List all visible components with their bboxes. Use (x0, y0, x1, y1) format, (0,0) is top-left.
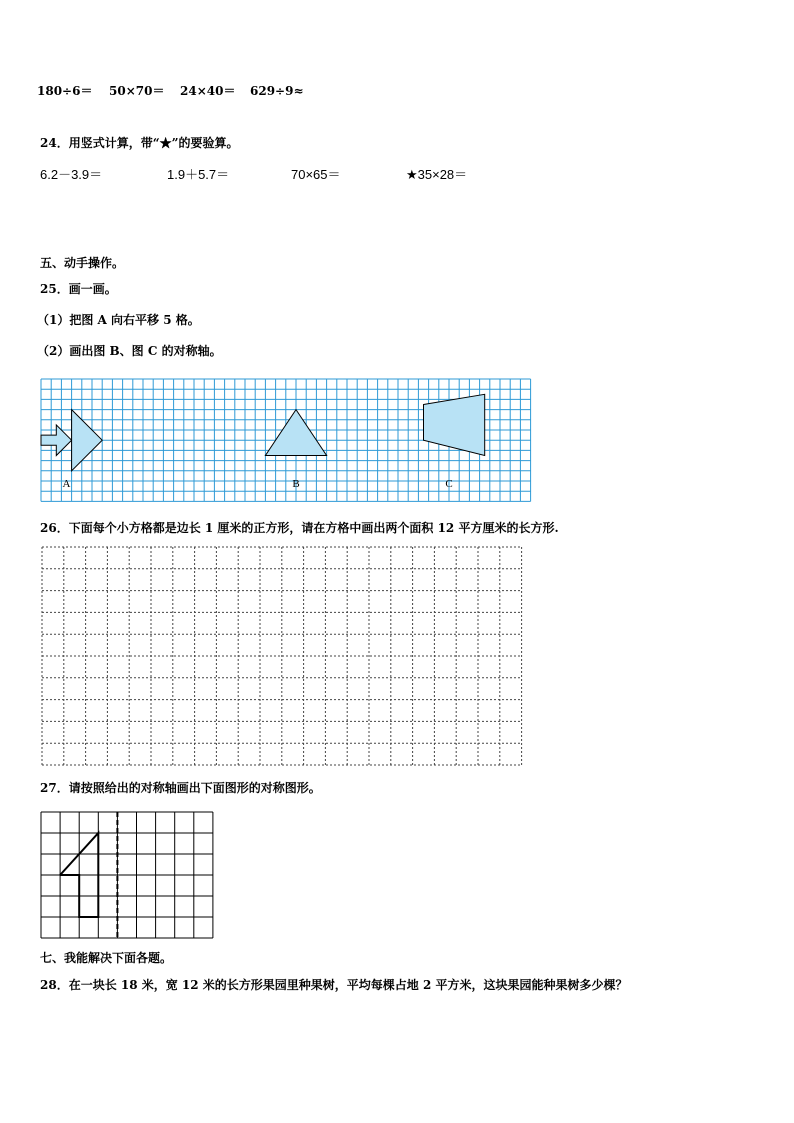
q24-item-3: 70×65＝ (291, 167, 341, 182)
figure-c-label: C (445, 478, 453, 491)
oral-calc-3: 24×40＝ (180, 84, 236, 98)
section-7-heading: 七、我能解决下面各题。 (40, 951, 173, 965)
q24-item-2: 1.9＋5.7＝ (167, 167, 230, 182)
q28-title: 28．在一块长 18 米，宽 12 米的长方形果园里种果树，平均每棵占地 2 平方米，这块果园能种果树多少棵？ (40, 978, 628, 992)
figure-b-label: B (292, 478, 300, 491)
q26-title: 26．下面每个小方格都是边长 1 厘米的正方形，请在方格中画出两个面积 12 平方厘米的长方形. (40, 521, 559, 535)
oral-calc-4: 629÷9≈ (250, 84, 304, 98)
q24-title: 24．用竖式计算，带“★”的要验算。 (40, 136, 239, 150)
q24-item-1: 6.2－3.9＝ (40, 167, 103, 182)
figure-a-label: A (62, 478, 71, 491)
q24-item-4: ★35×28＝ (406, 167, 468, 182)
section-5-heading: 五、动手操作。 (40, 256, 125, 270)
q25-sub1: （1）把图 A 向右平移 5 格。 (37, 313, 200, 327)
q27-title: 27．请按照给出的对称轴画出下面图形的对称图形。 (40, 781, 321, 795)
oral-calc-2: 50×70＝ (109, 84, 165, 98)
oral-calc-1: 180÷6＝ (37, 84, 93, 98)
q25-title: 25．画一画。 (40, 282, 117, 296)
q25-sub2: （2）画出图 B、图 C 的对称轴。 (37, 344, 222, 358)
